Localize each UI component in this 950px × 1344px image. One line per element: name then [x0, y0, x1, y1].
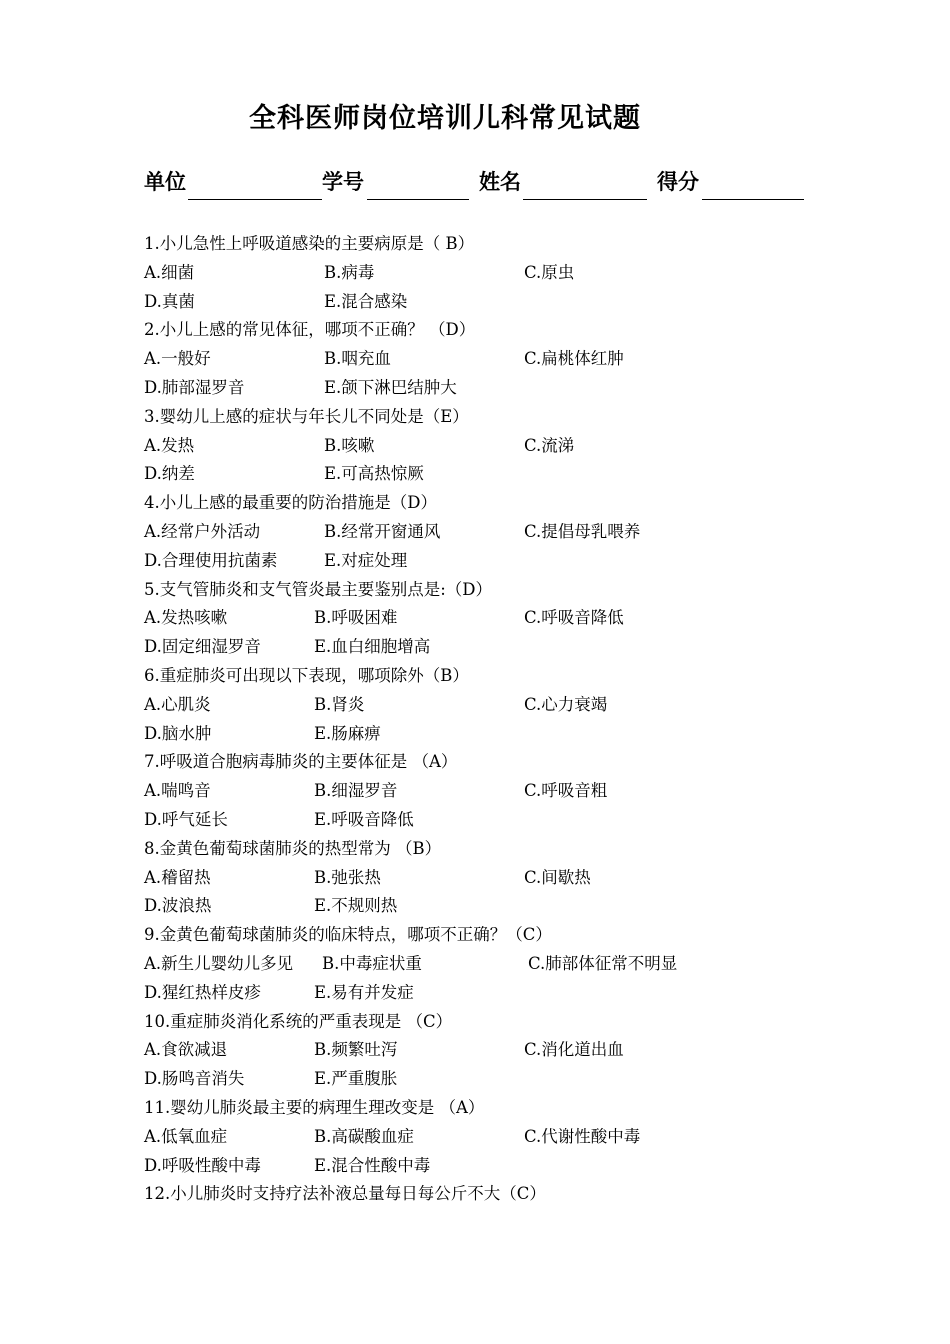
question-9: [144, 921, 844, 950]
question-text: 10.重症肺炎消化系统的严重表现是 （C）: [144, 1011, 453, 1031]
option-a: A.食欲减退: [144, 1040, 228, 1060]
option-c: C.扁桃体红肿: [524, 349, 624, 369]
name-blank[interactable]: [523, 199, 647, 200]
option-d: D.肠鸣音消失: [144, 1069, 245, 1089]
question-text: 3.婴幼儿上感的症状与年长儿不同处是（E）: [144, 406, 469, 426]
option-d: D.真菌: [144, 291, 195, 311]
option-e: E.不规则热: [314, 896, 398, 916]
option-e: E.呼吸音降低: [314, 809, 414, 829]
option-b: B.频繁吐泻: [314, 1040, 398, 1060]
question-text: 1.小儿急性上呼吸道感染的主要病原是（ B）: [144, 234, 475, 253]
question-text: 5.支气管肺炎和支气管炎最主要鉴别点是:（D）: [144, 579, 493, 599]
options-row: [144, 1123, 844, 1152]
option-c: C.原虫: [524, 262, 575, 282]
options-row: [144, 806, 844, 835]
question-12: [144, 1180, 844, 1209]
option-d: D.呼气延长: [144, 809, 228, 829]
option-a: A.发热: [144, 435, 195, 455]
option-b: B.经常开窗通风: [324, 521, 441, 541]
option-a: A.发热咳嗽: [144, 608, 228, 628]
options-row: [144, 1152, 844, 1181]
option-c: C.提倡母乳喂养: [524, 521, 641, 541]
question-5: [144, 576, 844, 605]
option-c: C.消化道出血: [524, 1040, 624, 1060]
score-label: 得分: [657, 170, 699, 194]
student-id-label: 学号: [322, 170, 364, 194]
option-e: E.肠麻痹: [314, 723, 381, 743]
option-d: D.呼吸性酸中毒: [144, 1155, 261, 1175]
question-7: [144, 748, 844, 777]
option-c: C.呼吸音粗: [524, 781, 608, 801]
question-2: [144, 316, 844, 345]
question-text: 8.金黄色葡萄球菌肺炎的热型常为 （B）: [144, 838, 442, 858]
question-text: 11.婴幼儿肺炎最主要的病理生理改变是 （A）: [144, 1097, 485, 1117]
option-c: C.代谢性酸中毒: [524, 1126, 641, 1146]
question-6: [144, 662, 844, 691]
option-b: B.咽充血: [324, 349, 391, 369]
option-a: A.低氧血症: [144, 1126, 228, 1146]
option-a: A.一般好: [144, 349, 211, 369]
options-row: [144, 892, 844, 921]
question-1: [144, 230, 844, 259]
option-c: C.间歇热: [524, 867, 591, 887]
option-d: D.脑水肿: [144, 723, 212, 743]
option-a: A.细菌: [144, 262, 195, 282]
option-b: B.病毒: [324, 262, 375, 282]
student-id-blank[interactable]: [367, 199, 469, 200]
question-text: 9.金黄色葡萄球菌肺炎的临床特点，哪项不正确？（C）: [144, 925, 552, 945]
option-d: D.猩红热样皮疹: [144, 982, 261, 1002]
option-e: E.易有并发症: [314, 982, 414, 1002]
options-row: [144, 345, 844, 374]
options-row: [144, 460, 844, 489]
option-a: A.稽留热: [144, 867, 211, 887]
options-row: [144, 604, 844, 633]
options-row: [144, 864, 844, 893]
options-row: [144, 432, 844, 461]
unit-blank[interactable]: [188, 199, 322, 200]
options-row: [144, 1065, 844, 1094]
option-b: B.弛张热: [314, 867, 381, 887]
option-e: E.可高热惊厥: [324, 464, 424, 484]
option-b: B.咳嗽: [324, 435, 375, 455]
option-e: E.混合感染: [324, 291, 408, 311]
question-8: [144, 835, 844, 864]
options-row: [144, 547, 844, 576]
question-text: 6.重症肺炎可出现以下表现，哪项除外（B）: [144, 665, 469, 685]
score-blank[interactable]: [702, 199, 804, 200]
options-row: [144, 374, 844, 403]
option-e: E.血白细胞增高: [314, 637, 431, 657]
question-3: [144, 403, 844, 432]
option-a: A.新生儿婴幼儿多见: [144, 953, 294, 973]
option-c: C.呼吸音降低: [524, 608, 624, 628]
page-title: 全科医师岗位培训儿科常见试题: [249, 103, 641, 134]
question-text: 4.小儿上感的最重要的防治措施是（D）: [144, 493, 437, 513]
unit-label: 单位: [144, 170, 186, 194]
question-4: [144, 489, 844, 518]
name-label: 姓名: [479, 170, 521, 194]
option-b: B.呼吸困难: [314, 608, 398, 628]
question-text: 2.小儿上感的常见体征，哪项不正确？ （D）: [144, 320, 476, 340]
option-b: B.肾炎: [314, 694, 365, 714]
option-b: B.高碳酸血症: [314, 1126, 414, 1146]
options-row: [144, 259, 844, 288]
options-row: [144, 288, 844, 317]
option-b: B.中毒症状重: [322, 953, 422, 973]
option-a: A.经常户外活动: [144, 521, 261, 541]
option-c: C.心力衰竭: [524, 694, 608, 714]
option-d: D.合理使用抗菌素: [144, 550, 278, 570]
options-row: [144, 720, 844, 749]
option-b: B.细湿罗音: [314, 781, 398, 801]
options-row: [144, 1036, 844, 1065]
option-e: E.混合性酸中毒: [314, 1155, 431, 1175]
options-row: [144, 777, 844, 806]
option-d: D.肺部湿罗音: [144, 377, 245, 397]
options-row: [144, 979, 844, 1008]
option-e: E.严重腹胀: [314, 1069, 398, 1089]
options-row: [144, 691, 844, 720]
question-list: [144, 230, 844, 1209]
option-e: E.颌下淋巴结肿大: [324, 377, 457, 397]
option-c: C.肺部体征常不明显: [528, 953, 678, 973]
option-d: D.纳差: [144, 464, 195, 484]
options-row: [144, 633, 844, 662]
question-10: [144, 1008, 844, 1037]
question-11: [144, 1094, 844, 1123]
options-row: [144, 950, 844, 979]
option-c: C.流涕: [524, 435, 575, 455]
question-text: 12.小儿肺炎时支持疗法补液总量每日每公斤不大（C）: [144, 1184, 546, 1204]
option-a: A.喘鸣音: [144, 781, 211, 801]
option-e: E.对症处理: [324, 550, 408, 570]
option-a: A.心肌炎: [144, 694, 211, 714]
question-text: 7.呼吸道合胞病毒肺炎的主要体征是 （A）: [144, 752, 458, 772]
options-row: [144, 518, 844, 547]
option-d: D.波浪热: [144, 896, 212, 916]
header-info: [144, 166, 814, 206]
option-d: D.固定细湿罗音: [144, 637, 261, 657]
